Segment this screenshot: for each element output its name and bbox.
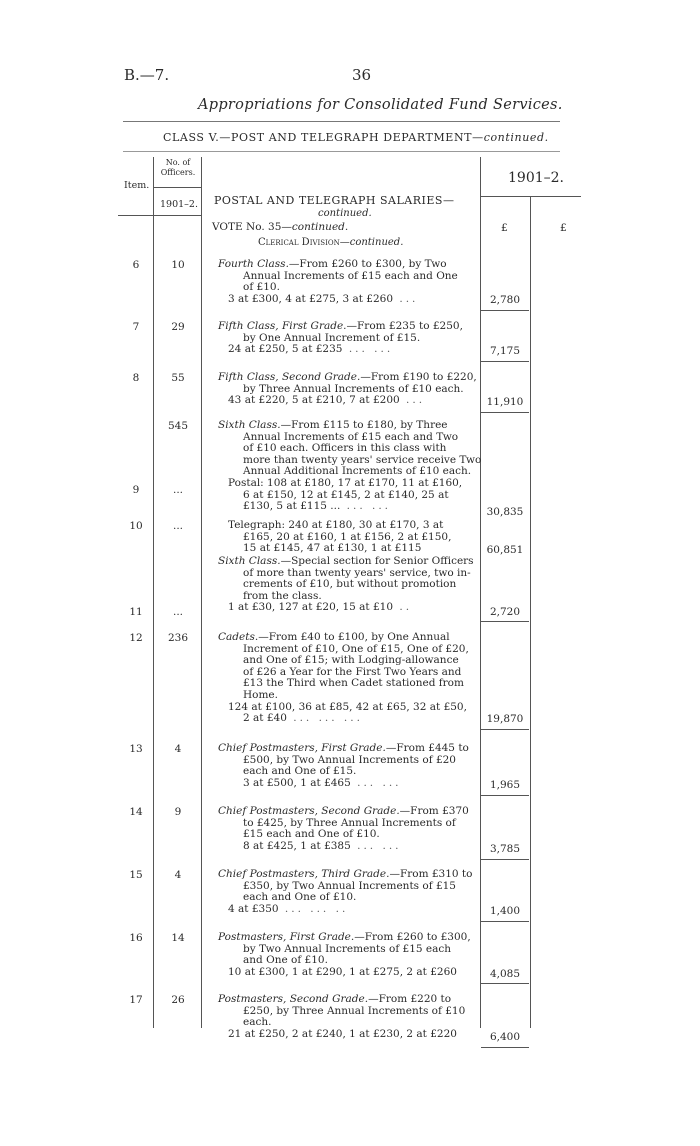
description-column-rule [480, 157, 481, 1028]
pound-column-2: £ [560, 222, 567, 234]
officer-count: 545 [167, 420, 189, 432]
salary-entry [218, 932, 475, 978]
entry-line: 2 at £40 [243, 712, 287, 725]
entry-line: —From £310 to [389, 868, 473, 880]
entry-line: —From £370 [399, 805, 469, 817]
entry-line: Annual Additional Increments of £10 each. [243, 465, 472, 478]
officers-header-rule [153, 187, 201, 188]
officer-count: 4 [174, 869, 182, 881]
entry-line: 3 at £300, 4 at £275, 3 at £260 [228, 292, 394, 305]
entry-line: and One of £15; with Lodging-allowance [243, 654, 459, 667]
entry-line: £130, 5 at £115 ... [243, 500, 341, 513]
entry-line: £165, 20 at £160, 1 at £156, 2 at £150, [243, 530, 452, 543]
entry-title: Postmasters, Second Grade. [218, 993, 369, 1005]
amount: 6,400 [489, 1031, 521, 1043]
entry-title: Chief Postmasters, Third Grade. [218, 868, 390, 880]
row-rule [481, 412, 529, 413]
page-title: Appropriations for Consolidated Fund Services. [198, 97, 563, 113]
item-column-header: Item. [124, 180, 150, 191]
row-rule [481, 729, 529, 730]
entry-line: 15 at £145, 47 at £130, 1 at £115 [243, 542, 422, 555]
salary-entry: Fifth Class, Second Grade.—From £190 to £220, by Three Annual Increments of £10 each. 43 at £220, 5 at £210, 7 at £200 ... [218, 371, 477, 407]
entry-line: each and One of £10. [243, 891, 357, 904]
entry-title: Fourth Class. [218, 258, 289, 270]
entry-line: Postal: 108 at £180, 17 at £170, 11 at £160, [228, 477, 463, 489]
entry-line: £500, by Two Annual Increments of £20 [243, 753, 456, 766]
salary-entry: Cadets.—From £40 to £100, by One Annual Increment of £10, One of £15, One of £20, and One of £15; with Lodging-allowance of £26 a Year for the First Two Years and £13 the Third when Cadet stationed from Home. 124 at £100, 36 at £85, 42 at £65, 32 at £50, 2 at £40 ... ... ... [218, 632, 475, 725]
item-number: 9 [132, 484, 140, 496]
section-heading: POSTAL AND TELEGRAPH SALARIES— [214, 194, 455, 207]
entry-line: each and One of £15. [243, 765, 357, 778]
amount: 30,835 [486, 506, 524, 518]
row-rule [481, 859, 529, 860]
officer-count: ... [172, 484, 183, 496]
entry-line: —From £445 to [385, 742, 469, 754]
entry-line: —From £190 to £220, [360, 371, 477, 383]
class-heading [163, 131, 549, 144]
entry-line: —From £260 to £300, [354, 931, 471, 943]
entry-line: —From £220 to [368, 993, 452, 1005]
entry-title: Fifth Class, First Grade. [218, 320, 347, 332]
item-header-rule [118, 215, 153, 216]
vote-continued: continued. [291, 221, 349, 233]
entry-line: of £10. [243, 281, 280, 294]
row-rule [481, 1047, 529, 1048]
year-column-header: 1901–2. [508, 170, 564, 186]
item-number: 13 [129, 743, 143, 755]
item-number: 14 [129, 806, 143, 818]
salary-entry: Chief Postmasters, Second Grade.—From £370 to £425, by Three Annual Increments of £15 each and One of £10. 8 at £425, 1 at £385 ... ... [218, 806, 475, 852]
entry-line: 3 at £500, 1 at £465 [243, 776, 351, 789]
amount: 60,851 [486, 544, 524, 556]
amount: 19,870 [486, 713, 524, 725]
item-number: 11 [129, 606, 143, 618]
entry-line: more than twenty years' service receive Two [243, 453, 482, 466]
officer-count: 10 [171, 259, 185, 271]
officer-count: ... [172, 606, 183, 618]
vote-heading [212, 221, 348, 233]
salary-entry: Sixth Class.—Special section for Senior Officers of more than twenty years' service, two in- crements of £10, but without promotion from the class. 1 at £30, 127 at £20, 15 at £10 .. [218, 555, 474, 614]
division-continued: —continued. [339, 237, 404, 248]
officer-count: 236 [167, 632, 189, 644]
amount-column-rule [530, 196, 531, 1028]
entry-line: —From £260 to £300, by Two [288, 258, 447, 270]
entry-line: and One of £10. [243, 954, 328, 967]
vote-label: VOTE No. 35— [212, 221, 292, 233]
row-rule [481, 921, 529, 922]
officer-count: 9 [174, 806, 182, 818]
entry-title: Cadets. [218, 631, 259, 643]
document-reference: B.—7. [124, 66, 170, 84]
item-number: 8 [132, 372, 140, 384]
amount: 2,720 [489, 606, 521, 618]
salary-entry [218, 994, 475, 1040]
item-number: 12 [129, 632, 143, 644]
item-number: 10 [129, 520, 143, 532]
officers-header-rule-lower [153, 215, 201, 216]
officer-count: ... [172, 520, 183, 532]
officer-count: 26 [171, 994, 185, 1006]
entry-line: from the class. [243, 589, 322, 602]
entry-line: Annual Increments of £15 each and One [243, 269, 458, 282]
officer-count: 29 [171, 321, 185, 333]
entry-line: £250, by Three Annual Increments of £10 [243, 1004, 466, 1017]
entry-title: Sixth Class. [218, 419, 281, 431]
officers-column-header: No. of Officers. [160, 158, 196, 177]
officers-column-rule [201, 157, 202, 1028]
entry-line: 21 at £250, 2 at £240, 1 at £230, 2 at £220 [228, 1027, 457, 1040]
entry-line: each. [243, 1016, 272, 1029]
class-rule [123, 151, 560, 152]
salary-entry: Fourth Class.—From £260 to £300, by Two Annual Increments of £15 each and One of £10. 3 at £300, 4 at £275, 3 at £260 ... [218, 259, 475, 305]
entry-line: 1 at £30, 127 at £20, 15 at £10 [228, 601, 394, 614]
entry-line: of more than twenty years' service, two in- [243, 566, 471, 579]
entry-line: £15 each and One of £10. [243, 828, 380, 841]
salary-entry: Chief Postmasters, Third Grade.—From £310 to £350, by Two Annual Increments of £15 each and One of £10. 4 at £350 ... ... .. [218, 869, 475, 915]
entry-line: —From £40 to £100, by One Annual [258, 631, 450, 643]
section-heading-continued: continued. [318, 208, 372, 219]
amount: 2,780 [489, 294, 521, 306]
item-number: 15 [129, 869, 143, 881]
entry-line: £350, by Two Annual Increments of £15 [243, 879, 456, 892]
row-rule [481, 361, 529, 362]
entry-title: Chief Postmasters, First Grade. [218, 742, 386, 754]
division-label: Clerical Division [258, 237, 340, 248]
entry-title: Fifth Class, Second Grade. [218, 371, 361, 383]
entry-line: —Special section for Senior Officers [280, 555, 474, 567]
item-number: 7 [132, 321, 140, 333]
entry-title: Sixth Class. [218, 555, 281, 567]
item-number: 16 [129, 932, 143, 944]
entry-line: crements of £10, but without promotion [243, 578, 457, 591]
entry-line: 6 at £150, 12 at £145, 2 at £140, 25 at [243, 488, 449, 501]
row-rule [481, 621, 529, 622]
entry-line: 8 at £425, 1 at £385 [243, 839, 351, 852]
class-heading-continued: continued. [483, 131, 549, 144]
salary-entry: Chief Postmasters, First Grade.—From £445 to £500, by Two Annual Increments of £20 each and One of £15. 3 at £500, 1 at £465 ... ... [218, 743, 475, 789]
pound-column-1: £ [501, 222, 508, 234]
row-rule [481, 795, 529, 796]
entry-line: by One Annual Increment of £15. [243, 331, 421, 344]
entry-line: —From £115 to £180, by Three [280, 419, 448, 431]
entry-line: 4 at £350 [228, 902, 279, 915]
item-column-rule [153, 157, 154, 1028]
year-header-rule [481, 196, 581, 197]
item-number: 6 [132, 259, 140, 271]
entry-line: of £26 a Year for the First Two Years and [243, 665, 462, 678]
row-rule [481, 983, 529, 984]
entry-line: Home. [243, 688, 278, 701]
entry-line: 24 at £250, 5 at £235 [228, 343, 343, 356]
class-heading-main: CLASS V.—POST AND TELEGRAPH DEPARTMENT— [163, 131, 484, 144]
officer-count: 4 [174, 743, 182, 755]
entry-line: to £425, by Three Annual Increments of [243, 816, 456, 829]
division-heading [258, 237, 403, 248]
entry-line: Increment of £10, One of £15, One of £20, [243, 642, 469, 655]
salary-entry [218, 419, 482, 478]
amount: 7,175 [489, 345, 521, 357]
officers-year-header: 1901–2. [160, 199, 198, 210]
entry-line: 10 at £300, 1 at £290, 1 at £275, 2 at £260 [228, 965, 457, 978]
amount: 4,085 [489, 968, 521, 980]
amount: 1,400 [489, 905, 521, 917]
entry-title: Chief Postmasters, Second Grade. [218, 805, 400, 817]
amount: 3,785 [489, 843, 521, 855]
page-number: 36 [352, 66, 372, 84]
amount: 1,965 [489, 779, 521, 791]
amount: 11,910 [486, 396, 524, 408]
salary-entry: Postal: 108 at £180, 17 at £170, 11 at £160, 6 at £150, 12 at £145, 2 at £140, 25 at £130, 5 at £115 ... ... ... [218, 478, 475, 513]
entry-line: Annual Increments of £15 each and Two [243, 430, 459, 443]
salary-entry [218, 520, 475, 555]
entry-line: —From £235 to £250, [346, 320, 463, 332]
officer-count: 14 [171, 932, 185, 944]
officer-count: 55 [171, 372, 185, 384]
entry-line: 124 at £100, 36 at £85, 42 at £65, 32 at £50, [228, 700, 467, 713]
entry-line: of £10 each. Officers in this class with [243, 442, 447, 455]
entry-line: £13 the Third when Cadet stationed from [243, 677, 464, 690]
row-rule [481, 310, 529, 311]
entry-line: by Three Annual Increments of £10 each. [243, 382, 464, 395]
salary-entry: Fifth Class, First Grade.—From £235 to £250, by One Annual Increment of £15. 24 at £250, 5 at £235 ... ... [218, 321, 475, 356]
entry-line: 43 at £220, 5 at £210, 7 at £200 [228, 394, 400, 407]
item-number: 17 [129, 994, 143, 1006]
entry-title: Postmasters, First Grade. [218, 931, 355, 943]
entry-line: Telegraph: 240 at £180, 30 at £170, 3 at [228, 519, 444, 531]
entry-line: by Two Annual Increments of £15 each [243, 942, 452, 955]
title-rule [123, 121, 560, 122]
